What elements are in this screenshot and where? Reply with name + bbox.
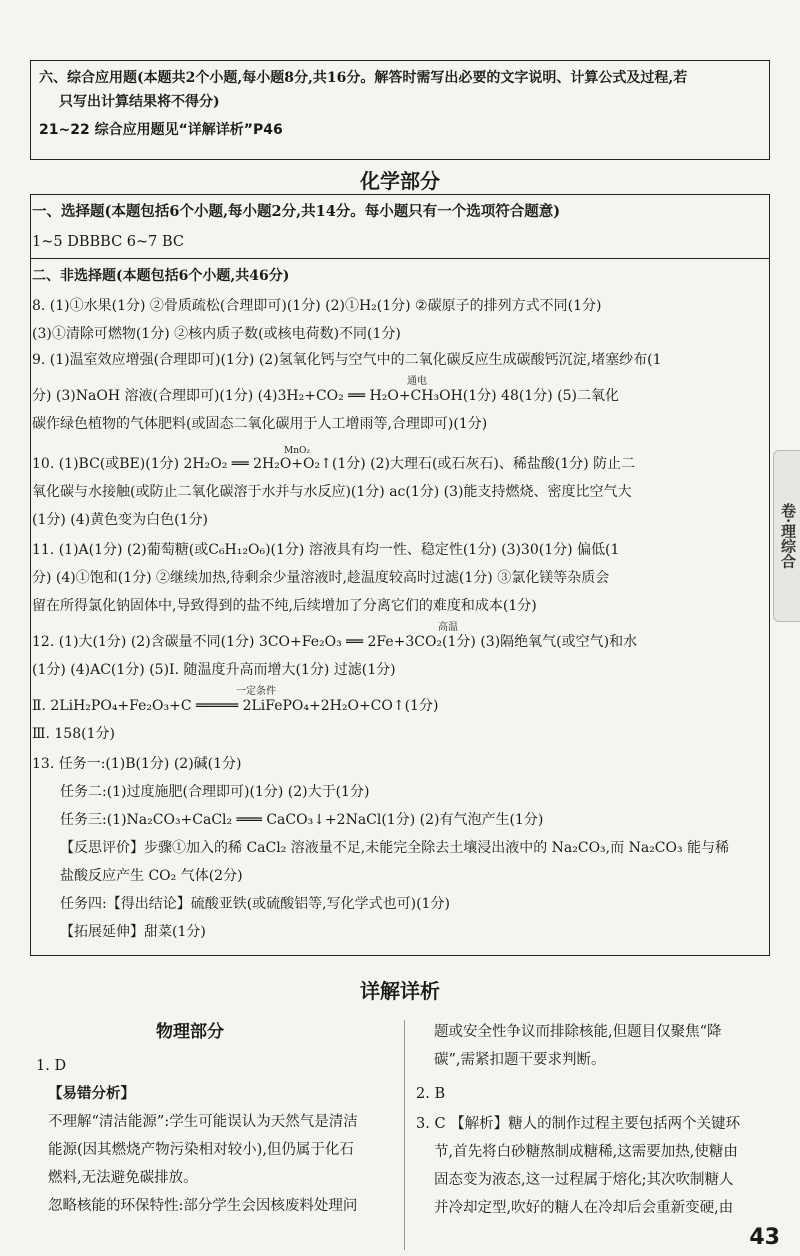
q9-line1: 9. (1)温室效应增强(合理即可)(1分) (2)氢氧化钙与空气中的二氧化碳反应生成碳酸钙沉淀,堵塞纱布(1 <box>32 352 662 368</box>
q10-line2: 氧化碳与水接触(或防止二氧化碳溶于水并与水反应)(1分) ac(1分) (3)能支持燃烧、密度比空气大 <box>32 484 632 500</box>
detail-title: 详解详析 <box>360 979 440 1003</box>
physics-right-line4: 3. C 【解析】糖人的制作过程主要包括两个关键环 <box>416 1116 741 1132</box>
physics-right-line3: 2. B <box>416 1086 446 1102</box>
q8-line2: (3)①清除可燃物(1分) ②核内质子数(或核电荷数)不同(1分) <box>32 326 401 342</box>
q12-line3: Ⅱ. 2LiH₂PO₄+Fe₂O₃+C ═════ 2LiFePO₄+2H₂O+CO↑(1分) <box>32 698 439 714</box>
q11-line1: 11. (1)A(1分) (2)葡萄糖(或C₆H₁₂O₆)(1分) 溶液具有均一性、稳定性(1分) (3)30(1分) 偏低(1 <box>32 542 620 558</box>
q12-line2: (1分) (4)AC(1分) (5)Ⅰ. 随温度升高而增大(1分) 过滤(1分) <box>32 662 396 678</box>
q10-line1: 10. (1)BC(或BE)(1分) 2H₂O₂ ══ 2H₂O+O₂↑(1分) (2)大理石(或石灰石)、稀盐酸(1分) 防止二 <box>32 456 636 472</box>
q13-line1: 13. 任务一:(1)B(1分) (2)碱(1分) <box>32 756 242 772</box>
physics-title: 物理部分 <box>156 1022 224 1042</box>
top-box-line3: 21~22 综合应用题见“详解详析”P46 <box>39 122 283 138</box>
physics-left-line3: 不理解“清洁能源”:学生可能误认为天然气是清洁 <box>48 1114 358 1130</box>
q13-line4: 【反思评价】步骤①加入的稀 CaCl₂ 溶液量不足,未能完全除去土壤浸出液中的 Na₂CO₃,而 Na₂CO₃ 能与稀 <box>60 840 730 856</box>
page-number: 43 <box>749 1225 780 1250</box>
q12-line1: 12. (1)大(1分) (2)含碳量不同(1分) 3CO+Fe₂O₃ ══ 2Fe+3CO₂(1分) (3)隔绝氧气(或空气)和水 <box>32 634 638 650</box>
q13-line5: 盐酸反应产生 CO₂ 气体(2分) <box>60 868 243 884</box>
q12-line4: Ⅲ. 158(1分) <box>32 726 115 742</box>
q13-line7: 【拓展延伸】甜菜(1分) <box>60 924 206 940</box>
q12-condition2: 一定条件 <box>236 686 276 697</box>
physics-left-line5: 燃料,无法避免碳排放。 <box>48 1170 198 1186</box>
top-box-line1: 六、综合应用题(本题共2个小题,每小题8分,共16分。解答时需写出必要的文字说明、计算公式及过程,若 <box>39 70 688 86</box>
physics-left-line1: 1. D <box>36 1058 67 1074</box>
physics-right-line2: 碳”,需紧扣题干要求判断。 <box>434 1052 606 1068</box>
top-box <box>30 60 770 160</box>
column-divider <box>404 1020 405 1250</box>
q12-condition1: 高温 <box>438 622 458 633</box>
separator <box>30 258 770 259</box>
chem-title: 化学部分 <box>360 169 440 193</box>
physics-left-line6: 忽略核能的环保特性:部分学生会因核废料处理问 <box>48 1198 358 1214</box>
q8-line1: 8. (1)①水果(1分) ②骨质疏松(合理即可)(1分) (2)①H₂(1分) ②碳原子的排列方式不同(1分) <box>32 298 602 314</box>
q10-line3: (1分) (4)黄色变为白色(1分) <box>32 512 208 528</box>
q9-condition: 通电 <box>407 376 427 387</box>
q9-line3: 碳作绿色植物的气体肥料(或固态二氧化碳用于人工增雨等,合理即可)(1分) <box>32 416 488 432</box>
q13-line3: 任务三:(1)Na₂CO₃+CaCl₂ ═══ CaCO₃↓+2NaCl(1分) (2)有气泡产生(1分) <box>60 812 544 828</box>
physics-left-line2: 【易错分析】 <box>48 1085 135 1102</box>
physics-right-line1: 题或安全性争议而排除核能,但题目仅聚焦“降 <box>434 1024 722 1040</box>
physics-right-line6: 固态变为液态,这一过程属于熔化;其次吹制糖人 <box>434 1172 734 1188</box>
side-tab: 卷·理综合 <box>773 450 800 622</box>
q9-line2: 分) (3)NaOH 溶液(合理即可)(1分) (4)3H₂+CO₂ ══ H₂O+CH₃OH(1分) 48(1分) (5)二氧化 <box>32 388 619 404</box>
physics-right-line5: 节,首先将白砂糖熬制成糖稀,这需要加热,使糖由 <box>434 1144 738 1160</box>
part2-header: 二、非选择题(本题包括6个小题,共46分) <box>32 268 290 284</box>
q11-line3: 留在所得氯化钠固体中,导致得到的盐不纯,后续增加了分离它们的难度和成本(1分) <box>32 598 537 614</box>
physics-left-line4: 能源(因其燃烧产物污染相对较小),但仍属于化石 <box>48 1142 354 1158</box>
q10-condition: MnO₂ <box>284 446 310 456</box>
part1-header: 一、选择题(本题包括6个小题,每小题2分,共14分。每小题只有一个选项符合题意) <box>32 203 561 220</box>
q13-line6: 任务四:【得出结论】硫酸亚铁(或硫酸铝等,写化学式也可)(1分) <box>60 896 450 912</box>
q13-line2: 任务二:(1)过度施肥(合理即可)(1分) (2)大于(1分) <box>60 784 370 800</box>
top-box-line2: 只写出计算结果将不得分) <box>59 94 220 110</box>
q11-line2: 分) (4)①饱和(1分) ②继续加热,待剩余少量溶液时,趁温度较高时过滤(1分) ③氯化镁等杂质会 <box>32 570 610 586</box>
part1-answers: 1~5 DBBBC 6~7 BC <box>32 234 185 250</box>
physics-right-line7: 并冷却定型,吹好的糖人在冷却后会重新变硬,由 <box>434 1200 734 1216</box>
